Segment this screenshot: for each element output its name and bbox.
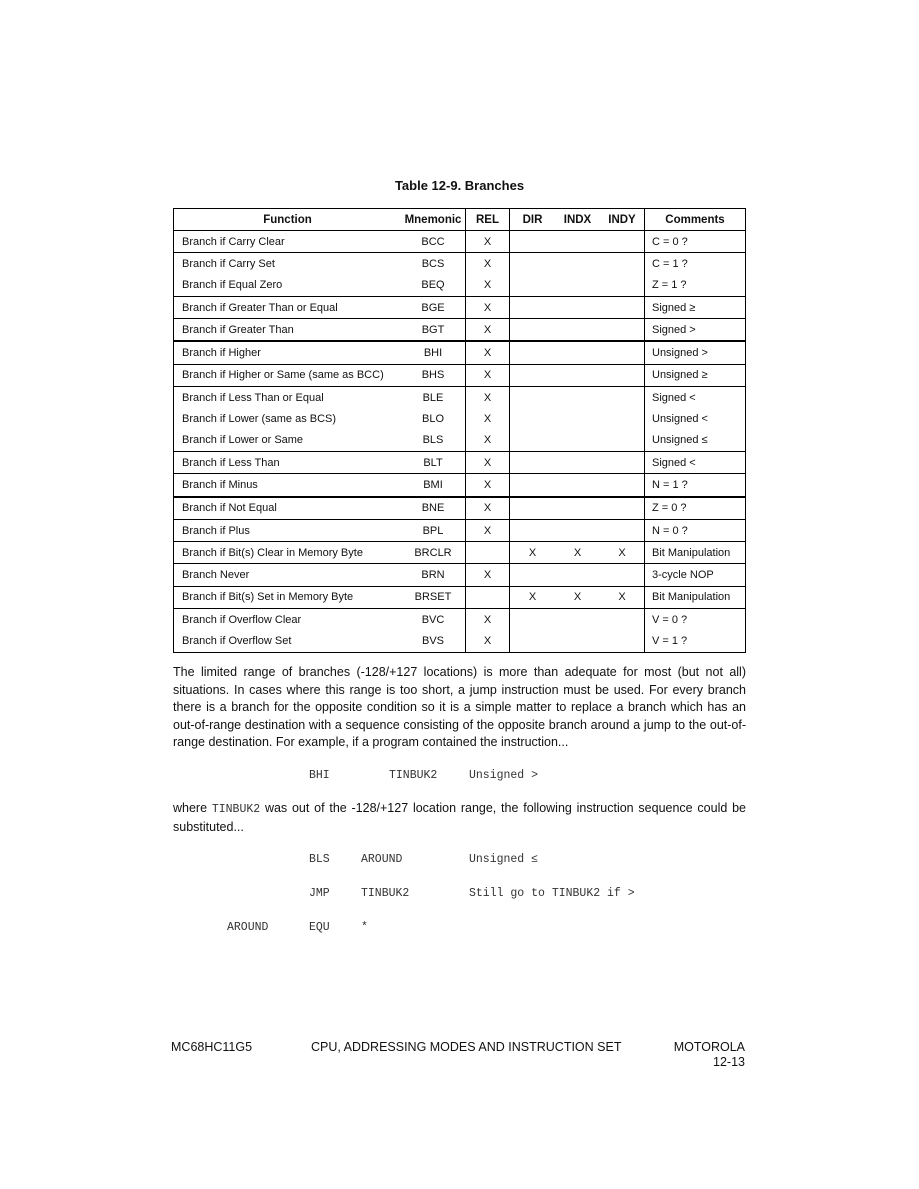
- cell-mn: BPL: [401, 519, 466, 541]
- cell-fn: Branch if Lower or Same: [174, 430, 402, 452]
- footer-page-number: 12-13: [713, 1055, 745, 1069]
- table-row: [174, 296, 746, 318]
- cell-dir: [510, 296, 556, 318]
- cell-mn: BLO: [401, 408, 466, 429]
- table-row: [174, 253, 746, 275]
- cell-indx: [555, 497, 600, 520]
- cell-indx: [555, 319, 600, 342]
- header-indx: INDX: [555, 209, 600, 231]
- cell-fn: Branch Never: [174, 564, 402, 586]
- cell-com: Z = 0 ?: [645, 497, 746, 520]
- cell-com: Unsigned <: [652, 413, 708, 426]
- table-row: [174, 231, 746, 253]
- header-mnemonic: Mnemonic: [401, 209, 466, 231]
- cell-dir: [510, 630, 556, 652]
- cell-com: Unsigned >: [645, 341, 746, 364]
- cell-dir: [510, 387, 556, 409]
- cell-fn: Branch if Higher or Same (same as BCC): [174, 364, 402, 386]
- code2-line3-label: AROUND: [227, 921, 269, 934]
- cell-indx: [555, 253, 600, 275]
- cell-rel: X: [466, 387, 510, 409]
- cell-rel: X: [466, 341, 510, 364]
- cell-dir: [510, 564, 556, 586]
- cell-com: Signed <: [652, 391, 696, 404]
- cell-dir: [510, 275, 556, 297]
- cell-dir: [510, 497, 556, 520]
- cell-fn: Branch if Overflow Clear: [182, 613, 302, 626]
- cell-mn: BVS: [401, 630, 466, 652]
- cell-indy: [600, 564, 645, 586]
- code2-line2-comment: Still go to TINBUK2 if >: [469, 887, 635, 900]
- cell-fn: Branch if Bit(s) Clear in Memory Byte: [174, 542, 402, 564]
- cell-fn: Branch if Higher: [174, 341, 402, 364]
- code-line-bhi-op: BHI: [309, 769, 330, 782]
- table-row: [174, 387, 746, 409]
- cell-mn: BGE: [401, 296, 466, 318]
- table-row: [174, 630, 746, 652]
- table-row: [174, 474, 746, 497]
- code2-line1-arg: AROUND: [361, 853, 403, 866]
- table-row: [174, 341, 746, 364]
- code2-line2-op: JMP: [309, 887, 330, 900]
- code2-line1-op: BLS: [309, 853, 330, 866]
- cell-com: Unsigned ≥: [645, 364, 746, 386]
- cell-com: Signed ≥: [645, 296, 746, 318]
- cell-rel: X: [466, 319, 510, 342]
- cell-indx: [555, 519, 600, 541]
- footer-doc-id: MC68HC11G5: [171, 1040, 253, 1054]
- cell-com: Signed >: [645, 319, 746, 342]
- cell-com: N = 0 ?: [645, 519, 746, 541]
- cell-rel: X: [466, 474, 510, 497]
- cell-indy: X: [600, 586, 645, 608]
- cell-fn: Branch if Carry Clear: [174, 231, 402, 253]
- code2-line3-op: EQU: [309, 921, 330, 934]
- cell-fn: Branch if Equal Zero: [174, 275, 402, 297]
- cell-rel: X: [466, 364, 510, 386]
- table-row: [174, 364, 746, 386]
- cell-dir: [510, 364, 556, 386]
- cell-mn: BHI: [401, 341, 466, 364]
- cell-indy: [600, 609, 645, 631]
- code-line-bhi-arg: TINBUK2: [389, 769, 438, 782]
- table-row: [174, 408, 746, 429]
- cell-indx: [555, 231, 600, 253]
- cell-mn: BMI: [401, 474, 466, 497]
- cell-fn: Branch if Greater Than: [174, 319, 402, 342]
- cell-indx: [555, 474, 600, 497]
- cell-com: Z = 1 ?: [645, 275, 746, 297]
- cell-com: N = 1 ?: [645, 474, 746, 497]
- cell-fn: Branch if Less Than or Equal: [182, 391, 324, 404]
- cell-indy: [600, 231, 645, 253]
- cell-indx: [555, 341, 600, 364]
- cell-rel: X: [466, 408, 510, 429]
- cell-indy: [600, 341, 645, 364]
- cell-rel: [466, 586, 510, 608]
- cell-mn: BCS: [401, 253, 466, 275]
- cell-fn: Branch if Carry Set: [182, 257, 275, 270]
- cell-mn: BLE: [401, 387, 466, 409]
- cell-dir: [510, 609, 556, 631]
- para2-text-post: was out of the -128/+127 location range, the following instruction sequence could be substituted...: [173, 801, 746, 834]
- cell-indx: [555, 451, 600, 473]
- cell-mn: BLS: [401, 430, 466, 452]
- header-rel: REL: [466, 209, 510, 231]
- paragraph-branch-range: The limited range of branches (-128/+127 locations) is more than adequate for most (but not all) situations. In cases where this range is too short, a jump instruction must be used. For every branch there is a branch for the opposite condition so it is a simple matter to replace a branch which has an out-of-range destination with a sequence consisting of the opposite branch around a jump to the out-of-range destination. For example, if a program contained the instruction...: [173, 665, 746, 749]
- cell-dir: [510, 408, 556, 429]
- cell-indx: X: [555, 542, 600, 564]
- cell-rel: X: [466, 609, 510, 631]
- cell-com: C = 0 ?: [645, 231, 746, 253]
- cell-com: Signed <: [645, 451, 746, 473]
- cell-indy: [600, 430, 645, 452]
- cell-indy: [600, 296, 645, 318]
- table-row: [174, 609, 746, 631]
- cell-com: V = 0 ?: [652, 613, 688, 626]
- cell-rel: X: [466, 231, 510, 253]
- cell-com: Unsigned ≤: [645, 430, 746, 452]
- cell-rel: X: [466, 564, 510, 586]
- cell-indy: [600, 497, 645, 520]
- cell-com: V = 1 ?: [652, 634, 688, 647]
- cell-rel: X: [466, 430, 510, 452]
- cell-mn: BGT: [401, 319, 466, 342]
- code2-line1-comment: Unsigned ≤: [469, 853, 539, 866]
- cell-rel: X: [466, 451, 510, 473]
- cell-dir: [510, 474, 556, 497]
- cell-dir: X: [510, 586, 556, 608]
- cell-indy: [600, 451, 645, 473]
- cell-dir: [510, 253, 556, 275]
- cell-mn: BHS: [401, 364, 466, 386]
- cell-mn: BRCLR: [401, 542, 466, 564]
- cell-dir: [510, 341, 556, 364]
- para2-text-pre: where: [173, 801, 212, 815]
- cell-rel: X: [466, 253, 510, 275]
- cell-dir: [510, 430, 556, 452]
- cell-rel: X: [466, 296, 510, 318]
- footer-section-title: CPU, ADDRESSING MODES AND INSTRUCTION SET: [311, 1040, 622, 1054]
- table-row: [174, 586, 746, 608]
- cell-mn: BNE: [401, 497, 466, 520]
- table-row: [174, 519, 746, 541]
- table-row: [174, 542, 746, 564]
- cell-fn: Branch if Plus: [174, 519, 402, 541]
- paragraph-substitution: [173, 800, 746, 836]
- cell-indy: [600, 408, 645, 429]
- cell-fn: Branch if Lower (same as BCS): [182, 413, 337, 426]
- cell-indy: [600, 364, 645, 386]
- cell-indx: [555, 630, 600, 652]
- table-row: [174, 564, 746, 586]
- cell-indy: [600, 474, 645, 497]
- header-function: Function: [174, 209, 402, 231]
- cell-rel: X: [466, 519, 510, 541]
- cell-com: Bit Manipulation: [645, 586, 746, 608]
- table-row: [174, 430, 746, 452]
- header-indy: INDY: [600, 209, 645, 231]
- cell-rel: X: [466, 497, 510, 520]
- cell-dir: [510, 231, 556, 253]
- table-row: [174, 319, 746, 342]
- para2-code-ref: TINBUK2: [211, 803, 261, 816]
- cell-mn: BLT: [401, 451, 466, 473]
- cell-fn: Branch if Bit(s) Set in Memory Byte: [174, 586, 402, 608]
- cell-indy: [600, 519, 645, 541]
- code2-line3-arg: *: [361, 921, 368, 934]
- cell-rel: [466, 542, 510, 564]
- cell-com: C = 1 ?: [652, 257, 688, 270]
- cell-dir: [510, 319, 556, 342]
- cell-mn: BRN: [401, 564, 466, 586]
- cell-dir: X: [510, 542, 556, 564]
- cell-fn: Branch if Greater Than or Equal: [174, 296, 402, 318]
- header-comments: Comments: [645, 209, 746, 231]
- table-title: Table 12-9. Branches: [394, 178, 525, 193]
- cell-indx: [555, 387, 600, 409]
- cell-mn: BCC: [401, 231, 466, 253]
- cell-fn: Branch if Overflow Set: [182, 634, 292, 647]
- cell-dir: [510, 451, 556, 473]
- code-line-bhi-comment: Unsigned >: [469, 769, 539, 782]
- code2-line2-arg: TINBUK2: [361, 887, 410, 900]
- cell-indy: [600, 319, 645, 342]
- cell-indy: [600, 275, 645, 297]
- cell-mn: BVC: [401, 609, 466, 631]
- cell-indx: [555, 430, 600, 452]
- cell-fn: Branch if Less Than: [174, 451, 402, 473]
- cell-indy: X: [600, 542, 645, 564]
- cell-indy: [600, 387, 645, 409]
- cell-mn: BEQ: [401, 275, 466, 297]
- cell-indy: [600, 630, 645, 652]
- table-header-row: [174, 209, 746, 231]
- cell-com: Bit Manipulation: [645, 542, 746, 564]
- cell-indx: [555, 609, 600, 631]
- cell-indx: [555, 296, 600, 318]
- cell-indx: X: [555, 586, 600, 608]
- cell-mn: BRSET: [401, 586, 466, 608]
- cell-indx: [555, 275, 600, 297]
- branches-table: [173, 208, 746, 653]
- cell-indy: [600, 253, 645, 275]
- cell-rel: X: [466, 630, 510, 652]
- footer-company: MOTOROLA: [673, 1040, 745, 1054]
- cell-indx: [555, 408, 600, 429]
- cell-dir: [510, 519, 556, 541]
- cell-indx: [555, 364, 600, 386]
- table-row: [174, 497, 746, 520]
- table-row: [174, 275, 746, 297]
- table-row: [174, 451, 746, 473]
- cell-indx: [555, 564, 600, 586]
- cell-fn: Branch if Minus: [174, 474, 402, 497]
- cell-com: 3-cycle NOP: [645, 564, 746, 586]
- cell-rel: X: [466, 275, 510, 297]
- cell-fn: Branch if Not Equal: [174, 497, 402, 520]
- header-dir: DIR: [510, 209, 556, 231]
